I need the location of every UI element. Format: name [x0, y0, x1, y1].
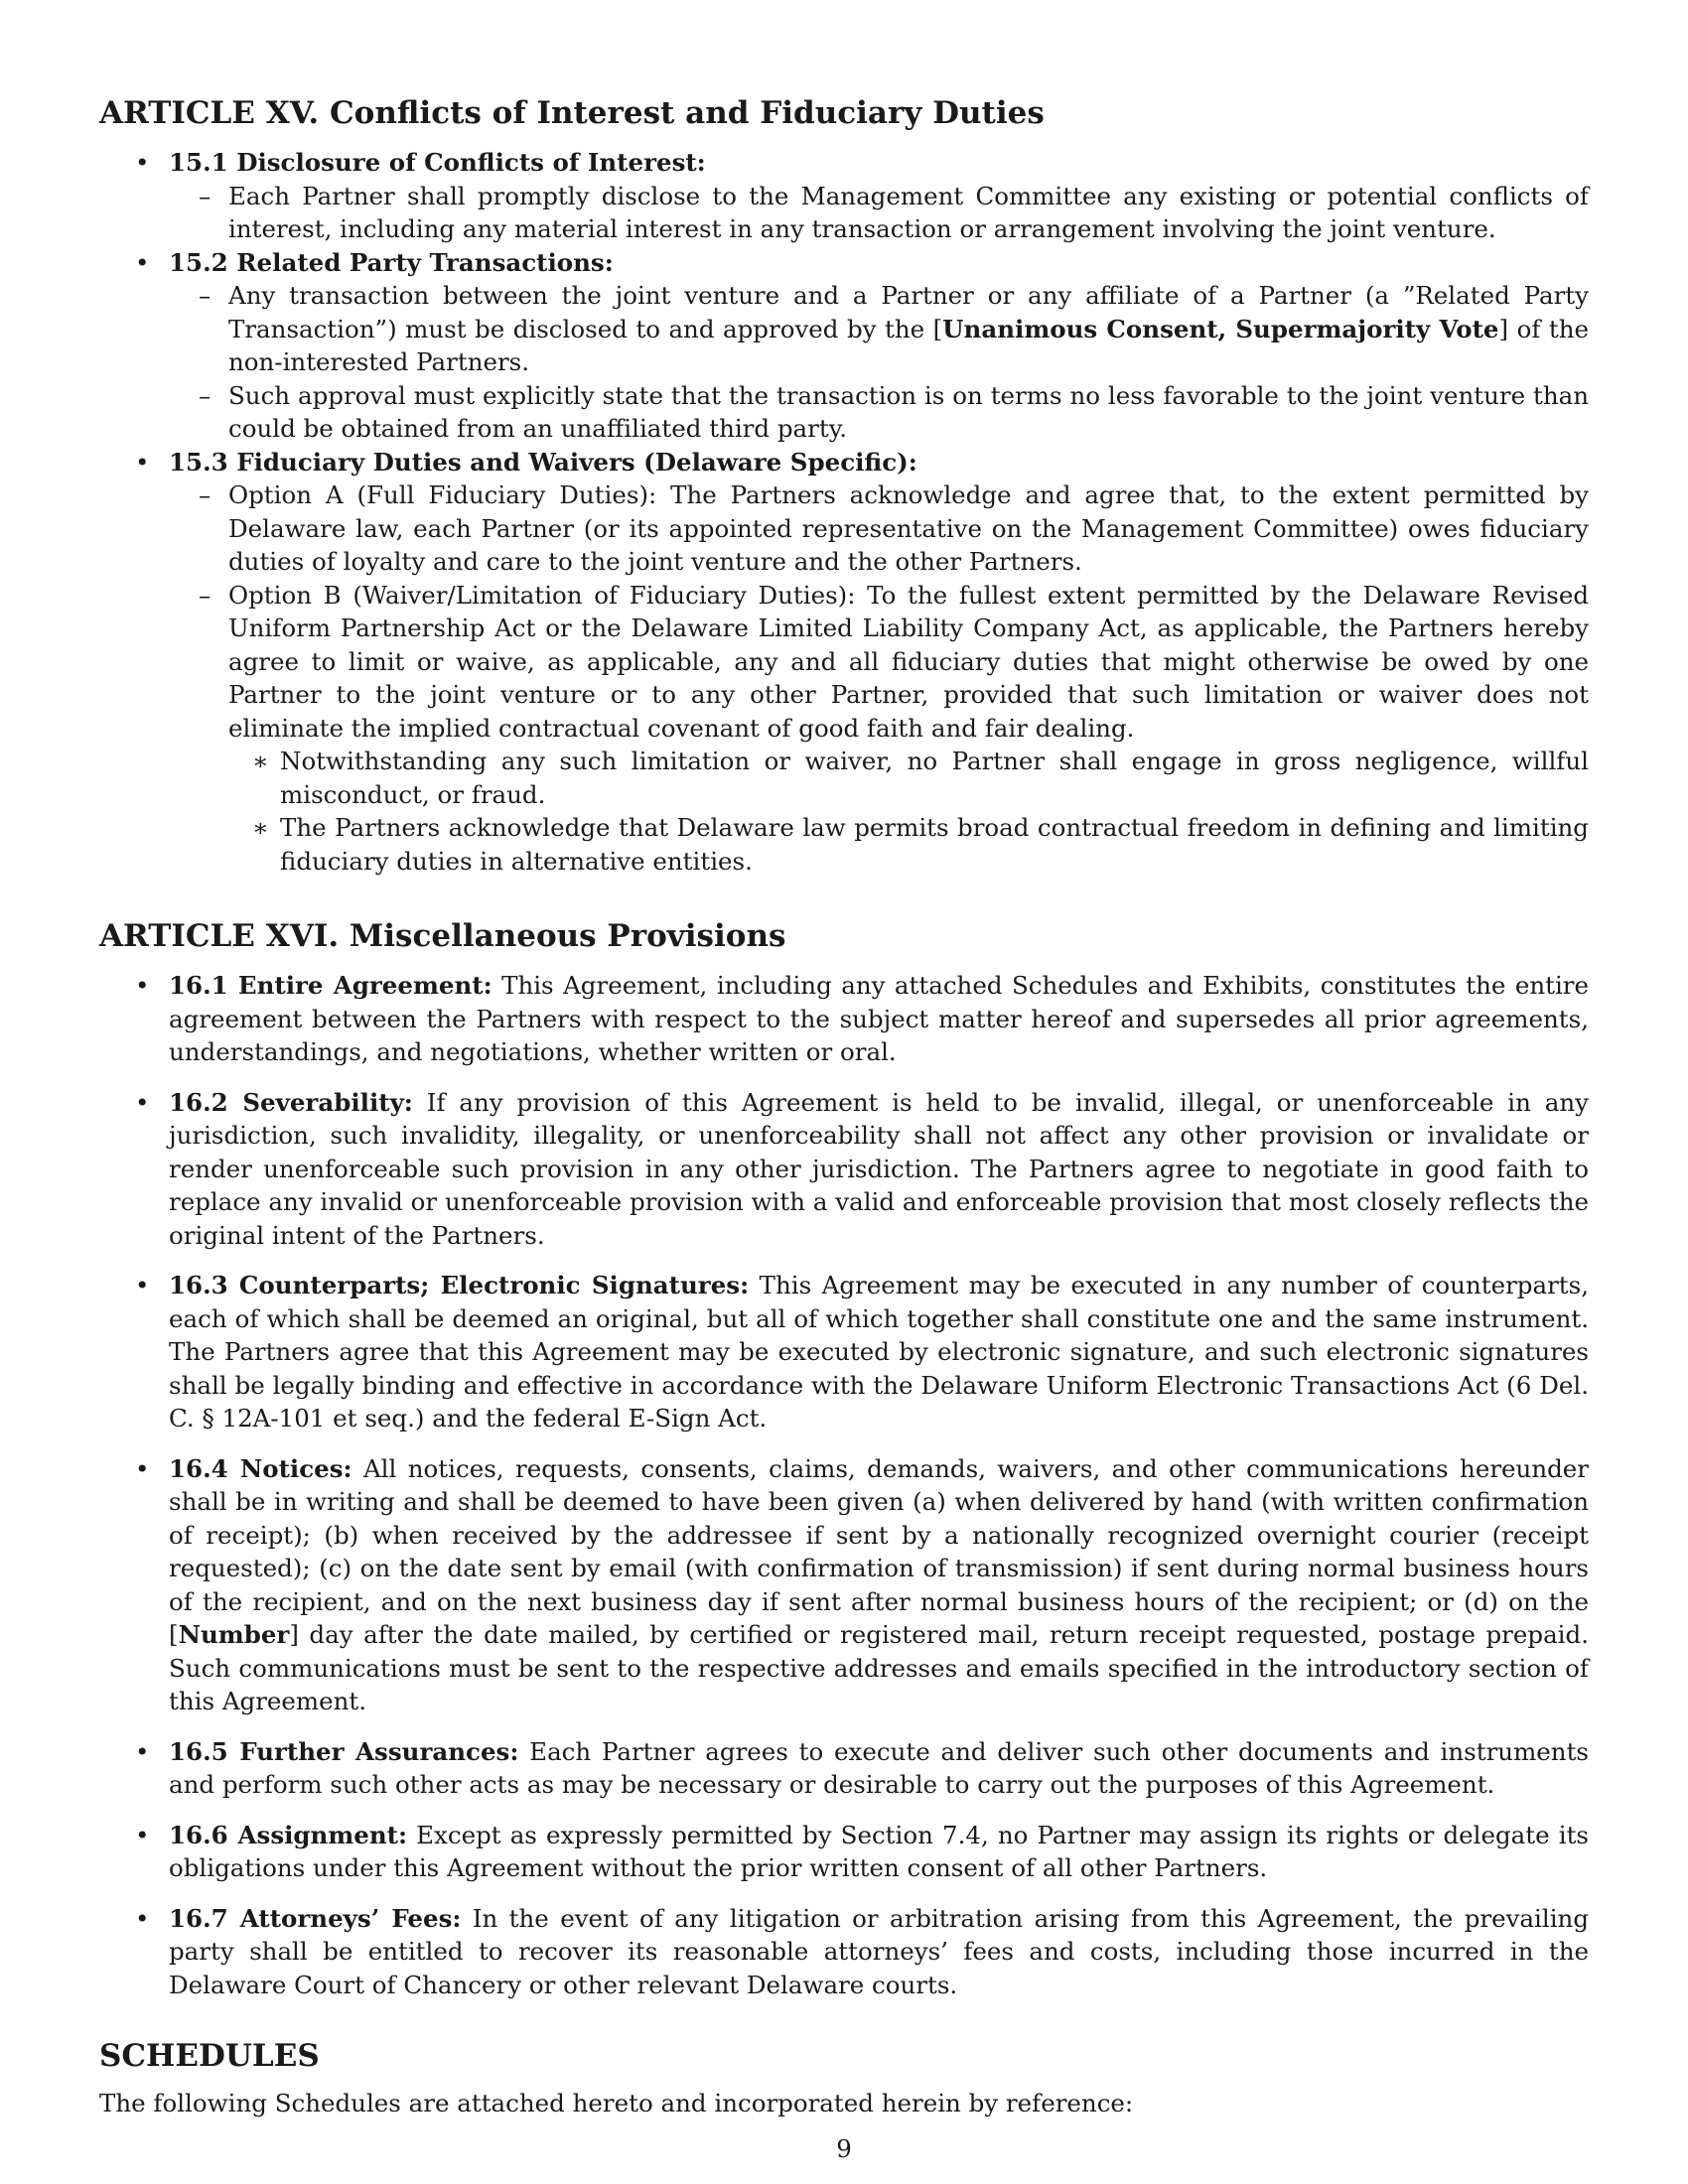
page-number: 9: [836, 2134, 852, 2163]
section-16-7: • 16.7 Attorneys’ Fees: In the event of any litigation or arbitration arising from this Agreement, the prevailing party shall be entitled to recover its reasonable attorneys’ fees and costs, including those incurred in the Delaware Court of Chancery or other relevant Delaware courts.: [99, 1902, 1589, 2002]
section-15-3-option-b: – Option B (Waiver/Limitation of Fiduciary Duties): To the fullest extent permitted by the Delaware Revised Uniform Partnership Act or the Delaware Limited Liability Company Act, as applicable, the Partners hereby agree to limit or waive, as applicable, any and all fiduciary duties that might otherwise be owed by one Partner to the joint venture or to any other Partner, provided that such limitation or waiver does not eliminate the implied contractual covenant of good faith and fair dealing. ∗ Notwithstanding any such limitation or waiver, no Partner shall engage in gross negligence, willful misconduct, or fraud. ∗ The Partners acknowledge that Delaware law permits broad contractual freedom in defining and limiting fiduciary duties in alternative entities.: [169, 579, 1589, 879]
section-16-1: • 16.1 Entire Agreement: This Agreement, including any attached Schedules and Exhibits, constitutes the entire agreement between the Partners with respect to the subject matter hereof and supersedes all prior agreements, understandings, and negotiations, whether written or oral.: [99, 969, 1589, 1069]
schedules-title: SCHEDULES: [99, 2038, 320, 2074]
article-16-sections: [99, 969, 1589, 2001]
section-15-3-option-a: – Option A (Full Fiduciary Duties): The Partners acknowledge and agree that, to the extent permitted by Delaware law, each Partner (or its appointed representative on the Management Committee) owes fiduciary duties of loyalty and care to the joint venture and the other Partners.: [169, 478, 1589, 579]
schedules-intro: The following Schedules are attached hereto and incorporated herein by reference:: [99, 2089, 1134, 2117]
section-15-2-heading: 15.2 Related Party Transactions:: [169, 247, 614, 277]
section-16-3: • 16.3 Counterparts; Electronic Signatures: This Agreement may be executed in any number of counterparts, each of which shall be deemed an original, but all of which together shall constitute one and the same instrument. The Partners agree that this Agreement may be executed by electronic signature, and such electronic signatures shall be legally binding and effective in accordance with the Delaware Uniform Electronic Transactions Act (6 Del. C. § 12A-101 et seq.) and the federal E-Sign Act.: [99, 1269, 1589, 1435]
section-16-4: • 16.4 Notices: All notices, requests, consents, claims, demands, waivers, and other communications hereunder shall be in writing and shall be deemed to have been given (a) when delivered by hand (with written confirmation of receipt); (b) when received by the addressee if sent by a nationally recognized overnight courier (receipt requested); (c) on the date sent by email (with confirmation of transmission) if sent during normal business hours of the recipient, and on the next business day if sent after normal business hours of the recipient; or (d) on the [Number] day after the date mailed, by certified or registered mail, return receipt requested, postage prepaid. Such communications must be sent to the respective addresses and emails specified in the introductory section of this Agreement.: [99, 1452, 1589, 1718]
section-15-1-item: – Each Partner shall promptly disclose to the Management Committee any existing or potential conflicts of interest, including any material interest in any transaction or arrangement involving the joint venture.: [169, 180, 1589, 246]
section-15-1-heading: 15.1 Disclosure of Conflicts of Interest:: [169, 148, 706, 177]
section-15-3: [99, 446, 1589, 879]
placeholder-number: Number: [178, 1620, 290, 1649]
article-15-title: ARTICLE XV. Conflicts of Interest and Fiduciary Duties: [99, 95, 1045, 131]
section-15-2-item-2: – Such approval must explicitly state that the transaction is on terms no less favorable to the joint venture than could be obtained from an unaffiliated third party.: [169, 379, 1589, 446]
section-16-6: • 16.6 Assignment: Except as expressly permitted by Section 7.4, no Partner may assign its rights or delegate its obligations under this Agreement without the prior written consent of all other Partners.: [99, 1819, 1589, 1885]
option-b-sub-item-2: ∗ The Partners acknowledge that Delaware law permits broad contractual freedom in defining and limiting fiduciary duties in alternative entities.: [228, 811, 1589, 878]
section-16-5: • 16.5 Further Assurances: Each Partner agrees to execute and deliver such other documents and instruments and perform such other acts as may be necessary or desirable to carry out the purposes of this Agreement.: [99, 1735, 1589, 1802]
article-15-sections: [99, 146, 1589, 878]
section-15-2-item-1: – Any transaction between the joint venture and a Partner or any affiliate of a Partner (a ”Related Party Transaction”) must be disclosed to and approved by the [Unanimous Consent, Supermajority Vote] of the non-interested Partners.: [169, 279, 1589, 379]
section-15-2: [99, 246, 1589, 446]
section-15-3-heading: 15.3 Fiduciary Duties and Waivers (Delaware Specific):: [169, 447, 917, 477]
article-16-title: ARTICLE XVI. Miscellaneous Provisions: [99, 918, 786, 954]
option-b-sub-item-1: ∗ Notwithstanding any such limitation or waiver, no Partner shall engage in gross negligence, willful misconduct, or fraud.: [228, 745, 1589, 811]
section-16-2: • 16.2 Severability: If any provision of this Agreement is held to be invalid, illegal, or unenforceable in any jurisdiction, such invalidity, illegality, or unenforceability shall not affect any other provision or invalidate or render unenforceable such provision in any other jurisdiction. The Partners agree to negotiate in good faith to replace any invalid or unenforceable provision with a valid and enforceable provision that most closely reflects the original intent of the Partners.: [99, 1086, 1589, 1253]
placeholder-approval: Unanimous Consent, Supermajority Vote: [942, 314, 1499, 343]
section-15-1: [99, 146, 1589, 246]
